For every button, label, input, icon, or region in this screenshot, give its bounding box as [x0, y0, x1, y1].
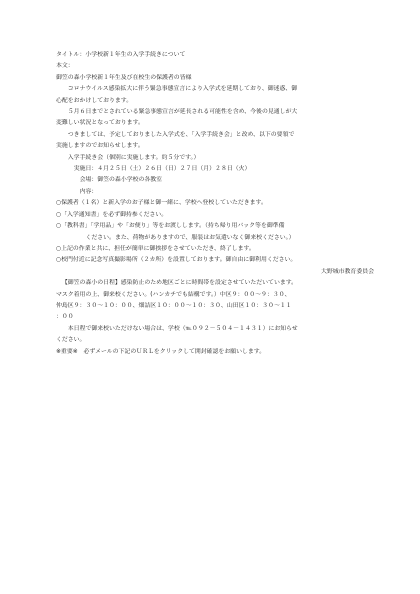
list-item: ○「入学通知書」を必ず御持参ください。: [56, 211, 168, 218]
paragraph-3-line-2: 実施しますのでお知らせします。: [56, 143, 144, 150]
list-item: ○「教科書」「学用品」や「お便り」等をお渡しします。（持ち帰り用バック等を御準備: [56, 223, 285, 230]
contact-line-1: 本日程で御来校いただけない場合は、学校（℡０９２－５０４－１４３１）にお知らせ: [67, 325, 298, 332]
paragraph-3-line-1: つきましては、予定しておりました入学式を、「入学手続き会」と改め、以下の要領で: [67, 131, 295, 138]
schedule-line-3: 仲島区９：３０～１０：００、畑詰区１０：００～１０：３０、山田区１０：３０～１１: [56, 302, 292, 309]
list-item: ○校門付近に記念写真撮影場所（２カ所）を設置しております。御自由に御利用ください。: [56, 257, 297, 264]
body-label: 本文：: [56, 63, 74, 70]
schedule-line-4: ：００: [56, 314, 74, 321]
document-title: タイトル：小学校新１年生の入学手続きについて: [56, 52, 186, 58]
document-body: [56, 50, 374, 358]
content-label: 内容：: [79, 188, 98, 195]
signature: 大野城市教育委員会: [320, 268, 374, 275]
list-item-continuation: ください。また、荷物がありますので、服装はお気遣いなく御来校ください。）: [85, 234, 295, 241]
paragraph-2-line-2: 変難しい状況となっております。: [56, 120, 144, 127]
schedule-line-1: 【御笠の森小の日程】感染防止のため地区ごとに時間帯を設定させていただいています。: [61, 280, 298, 287]
paragraph-2-line-1: ５月６日までとされている緊急事態宣言が延長される可能性を含め、今後の見通しが大: [67, 109, 298, 116]
addressee: 御笠の森小学校新１年生及び在校生の保護者の皆様: [56, 74, 192, 81]
event-title: 入学手続き会（個別に実施します。約５分です。）: [67, 154, 200, 161]
event-venue: 会場：御笠の森小学校の各教室: [79, 177, 163, 184]
important-notice: ※重要※ 必ずメールの下記のＵＲＬをクリックして開封確認をお願いします。: [56, 348, 266, 355]
list-item: ○保護者（１名）と新入学のお子様と御一緒に、学校へ登校していただきます。: [56, 200, 267, 207]
event-date: 実施日：４月２５日（土）２６日（日）２７日（月）２８日（火）: [73, 166, 251, 173]
contact-line-2: ください。: [56, 337, 86, 344]
schedule-line-2: マスク着用の上、御来校ください。(ハンカチでも結構です。）中区９：００～９：３０、: [56, 291, 291, 298]
list-item: ○上記の作業と共に、担任が簡単に御挨拶をさせていただき、終了します。: [56, 245, 255, 252]
paragraph-1-line-1: コロナウイルス感染拡大に伴う緊急事態宣言により入学式を延期しており、御迷惑、御: [67, 86, 298, 93]
paragraph-1-line-2: 心配をおかけしております。: [56, 97, 133, 104]
